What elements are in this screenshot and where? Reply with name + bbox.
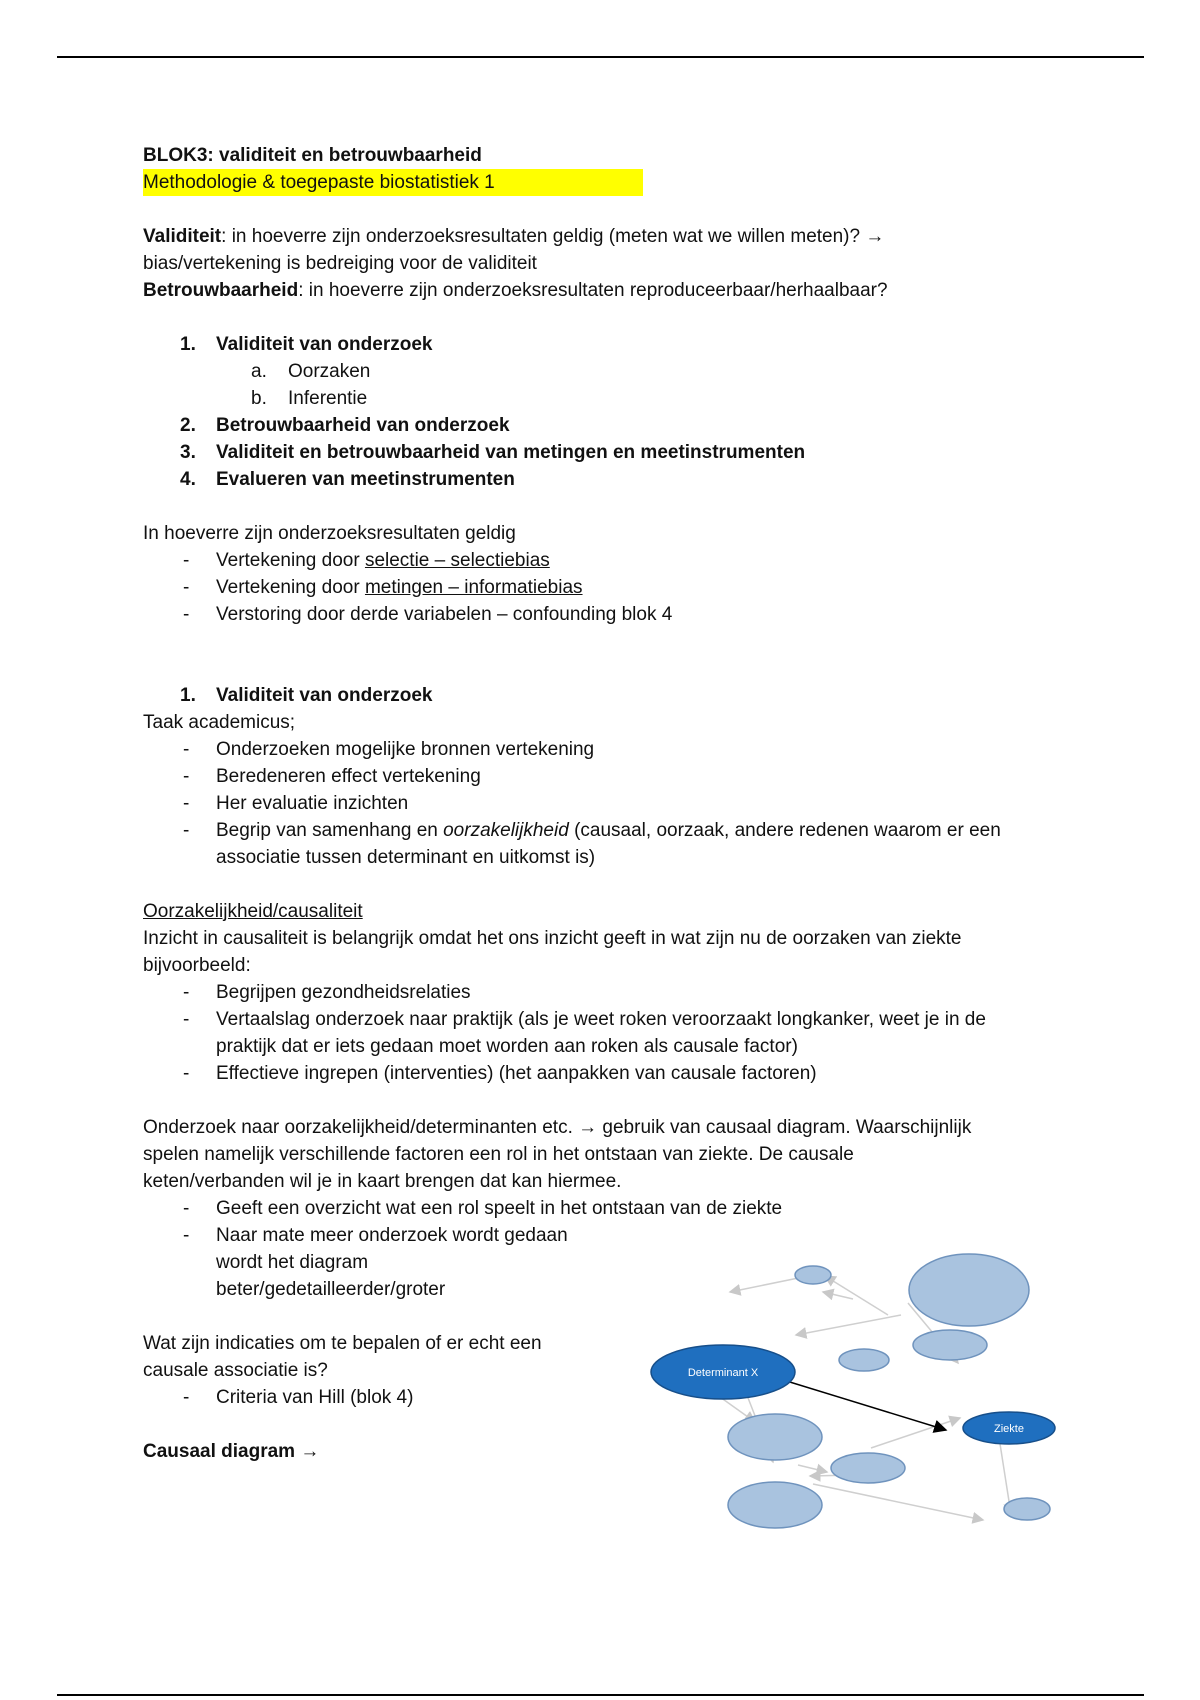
diagram-item-cont: wordt het diagram <box>216 1252 369 1273</box>
causal-item: - Effectieve ingrepen (interventies) (het aanpakken van causale factoren) <box>183 1063 817 1084</box>
taak-item: - Begrip van samenhang en oorzakelijkheid (causaal, oorzaak, andere redenen waarom er een <box>183 820 1001 841</box>
diagram-node <box>909 1254 1029 1326</box>
diagram-edge <box>825 1276 888 1315</box>
toc-item: 2. Betrouwbaarheid van onderzoek <box>180 415 510 436</box>
doc-subtitle-highlight: Methodologie & toegepaste biostatistiek 1 <box>143 169 643 196</box>
doc-title: BLOK3: validiteit en betrouwbaarheid <box>143 145 482 166</box>
diagram-node <box>728 1482 822 1528</box>
toc-item: 1. Validiteit van onderzoek <box>180 334 433 355</box>
top-rule <box>57 56 1144 58</box>
diagram-item-cont: beter/gedetailleerder/groter <box>216 1279 446 1300</box>
diagram-edge <box>871 1418 960 1448</box>
taak-item: - Her evaluatie inzichten <box>183 793 409 814</box>
diagram-edge <box>823 1292 853 1299</box>
validiteit-definition-cont: bias/vertekening is bedreiging voor de validiteit <box>143 253 537 274</box>
causaal-diagram-label: Causaal diagram → <box>143 1441 320 1462</box>
bias-item: - Vertekening door metingen – informatiebias <box>183 577 583 598</box>
ziekte-label: Ziekte <box>994 1423 1024 1435</box>
bias-item: - Verstoring door derde variabelen – confounding blok 4 <box>183 604 673 625</box>
causal-item-cont: praktijk dat er iets gedaan moet worden aan roken als causale factor) <box>216 1036 798 1057</box>
bottom-rule <box>57 1694 1144 1696</box>
diagram-node <box>1004 1498 1050 1520</box>
validiteit-definition: Validiteit: in hoeverre zijn onderzoeksresultaten geldig (meten wat we willen meten)? → <box>143 226 885 247</box>
causal-diagram <box>643 1248 1073 1538</box>
diagram-node <box>839 1349 889 1371</box>
causal-paragraph-cont: bijvoorbeeld: <box>143 955 251 976</box>
taak-item: - Onderzoeken mogelijke bronnen vertekening <box>183 739 595 760</box>
hill-question: Wat zijn indicaties om te bepalen of er echt een <box>143 1333 542 1354</box>
betrouwbaarheid-definition: Betrouwbaarheid: in hoeverre zijn onderzoeksresultaten reproduceerbaar/herhaalbaar? <box>143 280 888 301</box>
diagram-paragraph: Onderzoek naar oorzakelijkheid/determinanten etc. → gebruik van causaal diagram. Waarschijnlijk <box>143 1117 972 1138</box>
causal-item: - Vertaalslag onderzoek naar praktijk (als je weet roken veroorzaakt longkanker, weet je in de <box>183 1009 986 1030</box>
bias-item: - Vertekening door selectie – selectiebias <box>183 550 550 571</box>
diagram-node <box>728 1414 822 1460</box>
diagram-node <box>913 1330 987 1360</box>
diagram-edge <box>813 1484 983 1520</box>
causal-item: - Begrijpen gezondheidsrelaties <box>183 982 471 1003</box>
section-heading: 1. Validiteit van onderzoek <box>180 685 433 706</box>
taak-item-cont: associatie tussen determinant en uitkomst is) <box>216 847 596 868</box>
hill-question-cont: causale associatie is? <box>143 1360 328 1381</box>
causal-paragraph: Inzicht in causaliteit is belangrijk omdat het ons inzicht geeft in wat zijn nu de oorzaken van ziekte <box>143 928 962 949</box>
diagram-node <box>831 1453 905 1483</box>
diagram-item: - Geeft een overzicht wat een rol speelt in het ontstaan van de ziekte <box>183 1198 783 1219</box>
taak-item: - Beredeneren effect vertekening <box>183 766 481 787</box>
toc-item: 3. Validiteit en betrouwbaarheid van metingen en meetinstrumenten <box>180 442 806 463</box>
hill-item: - Criteria van Hill (blok 4) <box>183 1387 414 1408</box>
toc-subitem: a. Oorzaken <box>251 361 371 382</box>
geldig-intro: In hoeverre zijn onderzoeksresultaten geldig <box>143 523 516 544</box>
taak-heading: Taak academicus; <box>143 712 296 733</box>
diagram-node <box>795 1266 831 1284</box>
toc-item: 4. Evalueren van meetinstrumenten <box>180 469 515 490</box>
diagram-item: - Naar mate meer onderzoek wordt gedaan <box>183 1225 568 1246</box>
diagram-edge <box>796 1315 901 1335</box>
causal-heading: Oorzakelijkheid/causaliteit <box>143 901 363 922</box>
diagram-paragraph: keten/verbanden wil je in kaart brengen dat kan hiermee. <box>143 1171 622 1192</box>
diagram-edge <box>798 1465 827 1472</box>
toc-subitem: b. Inferentie <box>251 388 368 409</box>
determinant-label: Determinant X <box>687 1367 759 1379</box>
diagram-paragraph: spelen namelijk verschillende factoren een rol in het ontstaan van ziekte. De causale <box>143 1144 854 1165</box>
